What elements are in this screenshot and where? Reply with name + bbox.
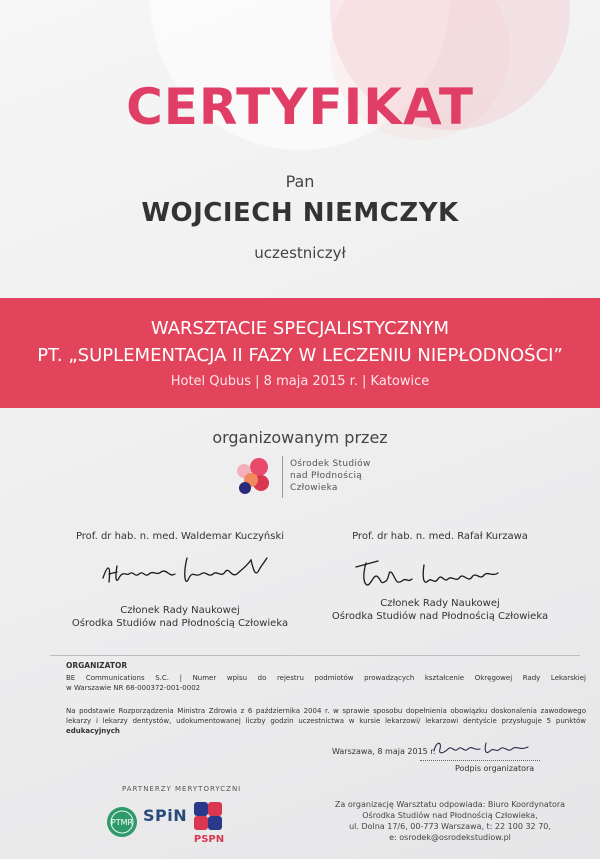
contact-address: ul. Dolna 17/6, 00-773 Warszawa, t: 22 100 32 70, [349, 822, 551, 831]
salutation: Pan [285, 172, 315, 191]
recipient-name: WOJCIECH NIEMCZYK [141, 198, 459, 228]
regulation-text: edukacyjnych [66, 727, 120, 735]
contact-email: e: osrodek@osrodekstudiow.pl [389, 833, 511, 842]
regulation-text: Na podstawie Rozporządzenia Ministra Zdrowia z 6 października 2004 r. w sprawie sposobu dopełnienia obowiązku doskonalenia zawodowego [66, 707, 586, 715]
organizer-signature-label: Podpis organizatora [455, 764, 535, 773]
contact-line: Za organizację Warsztatu odpowiada: Biuro Koordynatora [334, 800, 566, 809]
signatory-right-role: Członek Rady Naukowej [380, 598, 500, 609]
organized-by-label: organizowanym przez [212, 428, 388, 447]
signature-line [420, 760, 540, 761]
ptmr-logo-icon [106, 806, 138, 838]
organizer-logo-text: Człowieka [290, 483, 338, 493]
organizer-registration-number: w Warszawie NR 68-000372-001-0002 [66, 684, 201, 692]
event-title-line1: WARSZTACIE SPECJALISTYCZNYM [150, 318, 450, 339]
signatory-right-name: Prof. dr hab. n. med. Rafał Kurzawa [352, 531, 528, 542]
organizer-logo-icon [232, 456, 274, 498]
section-divider [50, 655, 580, 656]
organizer-heading: ORGANIZATOR [66, 661, 128, 670]
signatory-right-affiliation: Ośrodka Studiów nad Płodnością Człowieka [331, 611, 549, 622]
logo-divider [282, 456, 283, 498]
signature-right [352, 555, 502, 595]
signatory-left-name: Prof. dr hab. n. med. Waldemar Kuczyński [75, 531, 285, 542]
partners-label: PARTNERZY MERYTORYCZNI [122, 785, 242, 793]
ptmr-logo-text: PTMR [110, 818, 134, 827]
organizer-registration: BE Communications S.C. | Numer wpisu do rejestru podmiotów prowadzących kształcenie Okręgowej Rady Lekarskiej [66, 674, 586, 682]
organizer-logo-text: nad Płodnością [290, 471, 363, 481]
signature-left [95, 548, 275, 598]
pspn-logo-text: PSPN [193, 834, 225, 844]
event-banner [0, 298, 600, 408]
signatory-left-role: Członek Rady Naukowej [120, 605, 240, 616]
event-title-line2: PT. „SUPLEMENTACJA II FAZY W LECZENIU NIEPŁODNOŚCI” [37, 345, 563, 366]
signatory-left-affiliation: Ośrodka Studiów nad Płodnością Człowieka [71, 618, 289, 629]
organizer-logo-text: Ośrodek Studiów [290, 459, 371, 469]
certificate-title: CERTYFIKAT [126, 78, 474, 136]
organizer-signature [428, 737, 538, 759]
contact-line: Ośrodka Studiów nad Płodnością Człowieka, [362, 811, 538, 820]
participation-text: uczestniczył [254, 244, 346, 262]
pspn-logo-icon [188, 800, 230, 844]
issue-place-date: Warszawa, 8 maja 2015 r. [332, 747, 436, 756]
regulation-text: lekarzy i lekarzy dentystów, udokumentowanej liczby godzin uczestnictwa w kursie lekarzowi/ lekarzowi dentyście przysługuje 5 punktów [66, 717, 586, 725]
spin-logo: SPiN [143, 806, 188, 825]
event-details: Hotel Qubus | 8 maja 2015 r. | Katowice [170, 374, 430, 389]
